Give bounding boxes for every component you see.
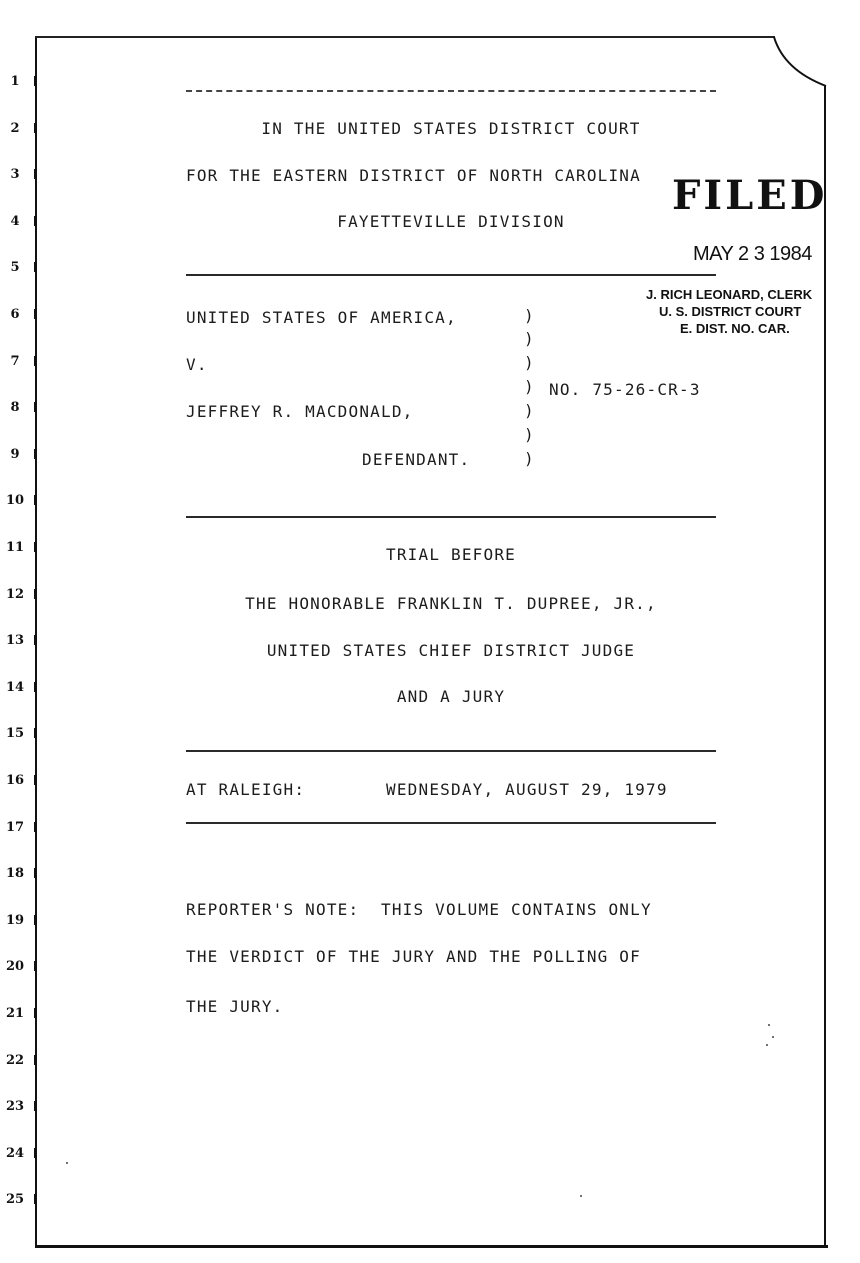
- scan-speck: [768, 1024, 770, 1026]
- line-tick: [34, 262, 36, 272]
- line-number: 18: [5, 866, 25, 881]
- line-tick: [34, 682, 36, 692]
- clerk-stamp-line3: E. DIST. NO. CAR.: [680, 321, 790, 336]
- trial-before: TRIAL BEFORE: [386, 545, 516, 564]
- line-number: 24: [5, 1146, 25, 1161]
- line-tick: [34, 635, 36, 645]
- line-number: 13: [5, 633, 25, 648]
- versus-label: V.: [186, 355, 208, 374]
- line-number: 7: [10, 354, 20, 369]
- reporter-note-line2: THE VERDICT OF THE JURY AND THE POLLING OF: [186, 947, 641, 966]
- line-number: 8: [10, 400, 20, 415]
- caption-bracket: ): [524, 306, 534, 325]
- reporter-note-line1: REPORTER'S NOTE: THIS VOLUME CONTAINS ONLY: [186, 900, 652, 919]
- line-tick: [34, 449, 36, 459]
- scan-speck: [766, 1044, 768, 1046]
- rule-after-session: [186, 822, 716, 824]
- line-tick: [34, 1101, 36, 1111]
- line-tick: [34, 589, 36, 599]
- reporter-note-line3: THE JURY.: [186, 997, 284, 1016]
- clerk-stamp-line1: J. RICH LEONARD, CLERK: [646, 287, 813, 302]
- line-tick: [34, 822, 36, 832]
- clerk-stamp-line2: U. S. DISTRICT COURT: [659, 304, 802, 319]
- session-date: WEDNESDAY, AUGUST 29, 1979: [386, 780, 668, 799]
- line-number: 10: [5, 493, 25, 508]
- line-number: 15: [5, 726, 25, 741]
- caption-bracket: ): [524, 425, 534, 444]
- judge-name: THE HONORABLE FRANKLIN T. DUPREE, JR.,: [245, 594, 657, 613]
- rule-top: [186, 90, 716, 92]
- line-number: 20: [5, 959, 25, 974]
- rule-after-caption: [186, 274, 716, 276]
- line-number: 23: [5, 1099, 25, 1114]
- line-tick: [34, 309, 36, 319]
- case-number: NO. 75-26-CR-3: [549, 380, 701, 399]
- line-tick: [34, 728, 36, 738]
- scan-speck: [66, 1162, 68, 1164]
- judge-title: UNITED STATES CHIEF DISTRICT JUDGE: [266, 641, 636, 660]
- line-number: 4: [10, 214, 20, 229]
- court-division: FAYETTEVILLE DIVISION: [337, 212, 565, 231]
- line-number: 2: [10, 121, 20, 136]
- page-border-bottom: [35, 1245, 828, 1248]
- line-number: 25: [5, 1192, 25, 1207]
- caption-bracket: ): [524, 401, 534, 420]
- line-tick: [34, 775, 36, 785]
- caption-bracket: ): [524, 449, 534, 468]
- court-name-line1: IN THE UNITED STATES DISTRICT COURT: [261, 119, 641, 138]
- line-number: 16: [5, 773, 25, 788]
- plaintiff-name: UNITED STATES OF AMERICA,: [186, 308, 457, 327]
- defendant-name: JEFFREY R. MACDONALD,: [186, 402, 414, 421]
- caption-bracket: ): [524, 329, 534, 348]
- and-a-jury: AND A JURY: [396, 687, 506, 706]
- line-number: 5: [10, 260, 20, 275]
- line-tick: [34, 868, 36, 878]
- line-tick: [34, 402, 36, 412]
- line-tick: [34, 169, 36, 179]
- line-number: 3: [10, 167, 20, 182]
- page-border-top: [35, 36, 775, 38]
- line-tick: [34, 356, 36, 366]
- line-number: 11: [5, 540, 25, 555]
- line-number: 22: [5, 1053, 25, 1068]
- line-number: 17: [5, 820, 25, 835]
- line-tick: [34, 961, 36, 971]
- scan-speck: [580, 1195, 582, 1197]
- line-tick: [34, 1008, 36, 1018]
- line-number: 19: [5, 913, 25, 928]
- line-tick: [34, 216, 36, 226]
- line-number: 6: [10, 307, 20, 322]
- defendant-label: DEFENDANT.: [362, 450, 471, 469]
- line-tick: [34, 915, 36, 925]
- line-number: 1: [10, 74, 20, 89]
- line-number: 21: [5, 1006, 25, 1021]
- line-tick: [34, 1194, 36, 1204]
- filed-stamp: FILED: [672, 172, 828, 219]
- line-number: 12: [5, 587, 25, 602]
- line-tick: [34, 495, 36, 505]
- line-tick: [34, 1055, 36, 1065]
- scan-speck: [772, 1036, 774, 1038]
- line-tick: [34, 542, 36, 552]
- line-tick: [34, 123, 36, 133]
- page-border-right: [824, 86, 826, 1248]
- line-number: 9: [10, 447, 20, 462]
- session-location: AT RALEIGH:: [186, 780, 306, 799]
- line-tick: [34, 1148, 36, 1158]
- filed-stamp-date: MAY 2 3 1984: [693, 243, 812, 265]
- rule-after-parties: [186, 516, 716, 518]
- folded-corner-edge: [770, 30, 830, 92]
- court-name-line2: FOR THE EASTERN DISTRICT OF NORTH CAROLINA: [186, 166, 641, 185]
- line-tick: [34, 76, 36, 86]
- line-number: 14: [5, 680, 25, 695]
- rule-before-session: [186, 750, 716, 752]
- caption-bracket: ): [524, 353, 534, 372]
- caption-bracket: ): [524, 377, 534, 396]
